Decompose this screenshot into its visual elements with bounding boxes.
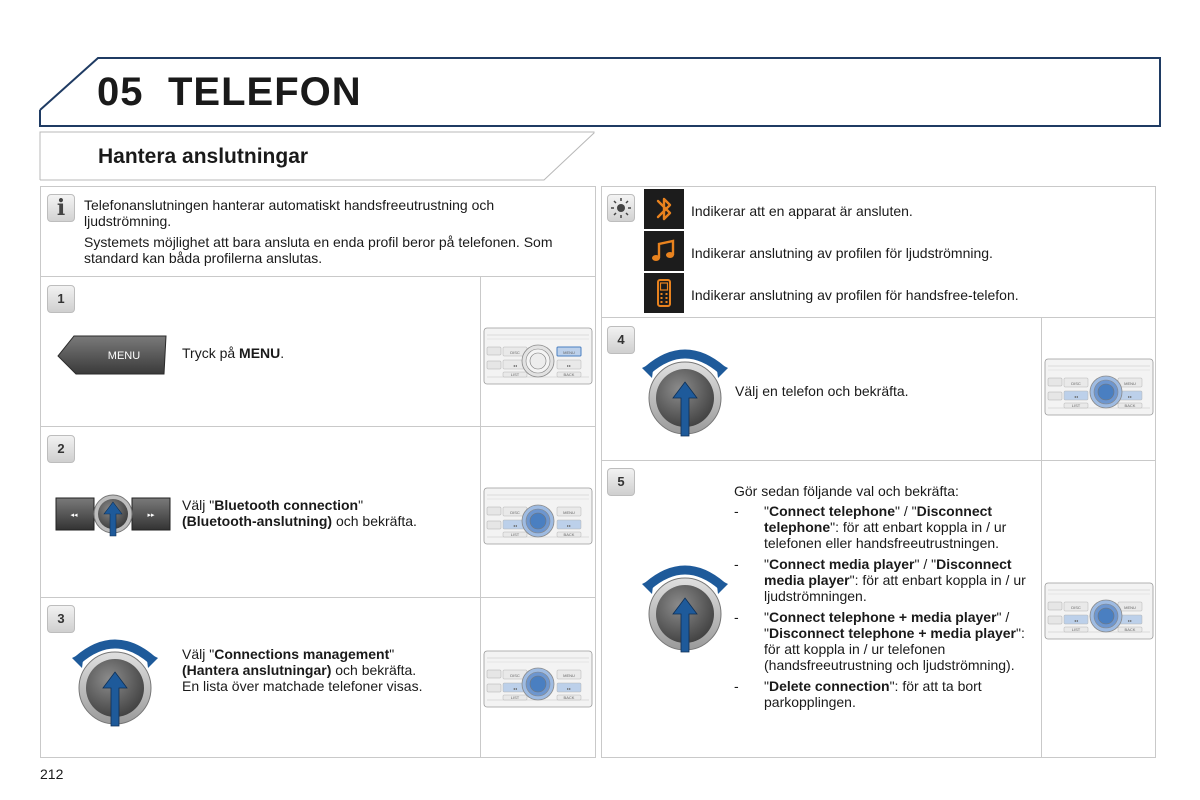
page-number: 212 [40,766,64,782]
svg-text:MENU: MENU [1124,605,1136,610]
mobile-phone-icon [644,273,684,313]
svg-text:◂◂: ◂◂ [1073,394,1079,399]
step-5-intro: Gör sedan följande val och bekräfta: [734,483,959,499]
seek-knob-illustration [54,492,172,538]
list-item: - "Delete connection": för att ta bort parkopplingen. [734,678,982,710]
step-2-badge: 2 [47,435,75,463]
list-item: - "Connect telephone" / "Disconnect telephone": för att enbart koppla in / ur telefonen eller handsfreeutrustningen. [734,503,1007,551]
menu-button-label: MENU [107,350,141,362]
info-icon: i [47,194,75,222]
svg-text:BACK: BACK [1124,403,1136,408]
svg-text:MENU: MENU [563,350,575,355]
svg-text:◂◂: ◂◂ [512,686,518,691]
radio-panel-illustration [1044,580,1154,642]
radio-panel-illustration [483,648,593,710]
svg-text:LIST: LIST [510,372,520,377]
svg-text:▸▸: ▸▸ [566,686,572,691]
svg-text:▸▸: ▸▸ [566,363,572,368]
svg-text:▸▸: ▸▸ [1127,394,1133,399]
svg-text:BACK: BACK [563,532,575,537]
svg-text:▸▸: ▸▸ [1127,618,1133,623]
svg-text:DISC: DISC [510,350,520,355]
step-1-badge: 1 [47,285,75,313]
svg-text:MENU: MENU [563,673,575,678]
indicator-text-2: Indikerar anslutning av profilen för ljudströmning. [691,245,993,261]
svg-text:DISC: DISC [1071,605,1081,610]
svg-text:◂◂: ◂◂ [512,363,518,368]
svg-text:MENU: MENU [563,510,575,515]
svg-text:LIST: LIST [510,532,520,537]
step-5-options [734,503,1044,715]
step-3-text: Välj "Connections management" (Hantera anslutningar) och bekräfta. En lista över matchade telefoner visas. [182,646,423,694]
svg-text:LIST: LIST [510,695,520,700]
chapter-number: 05 [97,70,144,114]
list-item: - "Connect telephone + media player" / "Disconnect telephone + media player": för att koppla in / ur telefonen (handsfreeutrustning och ljudströmning). [734,609,1025,673]
divider [40,276,596,277]
svg-text:LIST: LIST [1071,403,1081,408]
step-1-text: Tryck på MENU. [182,345,285,361]
divider [40,597,596,598]
step-4-text: Välj en telefon och bekräfta. [735,383,909,399]
svg-text:DISC: DISC [510,673,520,678]
rotary-knob-illustration [70,630,160,730]
svg-text:◂◂: ◂◂ [70,511,78,519]
svg-text:BACK: BACK [563,372,575,377]
divider [480,277,481,758]
menu-button-illustration [56,334,168,376]
info-paragraph-1: Telefonanslutningen hanterar automatiskt handsfreeutrustning och ljudströmning. [84,197,495,229]
list-item: - "Connect media player" / "Disconnect media player": för att enbart koppla in / ur ljudströmningen. [734,556,1026,604]
rotary-knob-illustration [640,556,730,656]
divider [601,460,1156,461]
svg-text:◂◂: ◂◂ [512,523,518,528]
divider [40,426,596,427]
step-3-badge: 3 [47,605,75,633]
svg-text:▸▸: ▸▸ [566,523,572,528]
radio-panel-illustration [483,325,593,387]
svg-text:◂◂: ◂◂ [1073,618,1079,623]
radio-panel-illustration [1044,356,1154,418]
svg-text:DISC: DISC [510,510,520,515]
svg-text:BACK: BACK [563,695,575,700]
indicator-text-3: Indikerar anslutning av profilen för handsfree-telefon. [691,287,1019,303]
svg-text:MENU: MENU [1124,381,1136,386]
divider [601,317,1156,318]
step-5-badge: 5 [607,468,635,496]
step-2-text: Välj "Bluetooth connection" (Bluetooth-anslutning) och bekräfta. [182,497,417,529]
section-title: Hantera anslutningar [98,145,309,168]
step-4-badge: 4 [607,326,635,354]
svg-text:LIST: LIST [1071,627,1081,632]
radio-panel-illustration [483,485,593,547]
info-paragraph-2: Systemets möjlighet att bara ansluta en enda profil beror på telefonen. Som standard kan båda profilerna anslutas. [84,234,553,266]
rotary-knob-illustration [640,340,730,440]
chapter-title: TELEFON [168,70,362,114]
brightness-icon [607,194,635,222]
svg-text:DISC: DISC [1071,381,1081,386]
music-note-icon [644,231,684,271]
svg-text:▸▸: ▸▸ [147,511,155,519]
bluetooth-icon [644,189,684,229]
svg-text:BACK: BACK [1124,627,1136,632]
indicator-text-1: Indikerar att en apparat är ansluten. [691,203,913,219]
